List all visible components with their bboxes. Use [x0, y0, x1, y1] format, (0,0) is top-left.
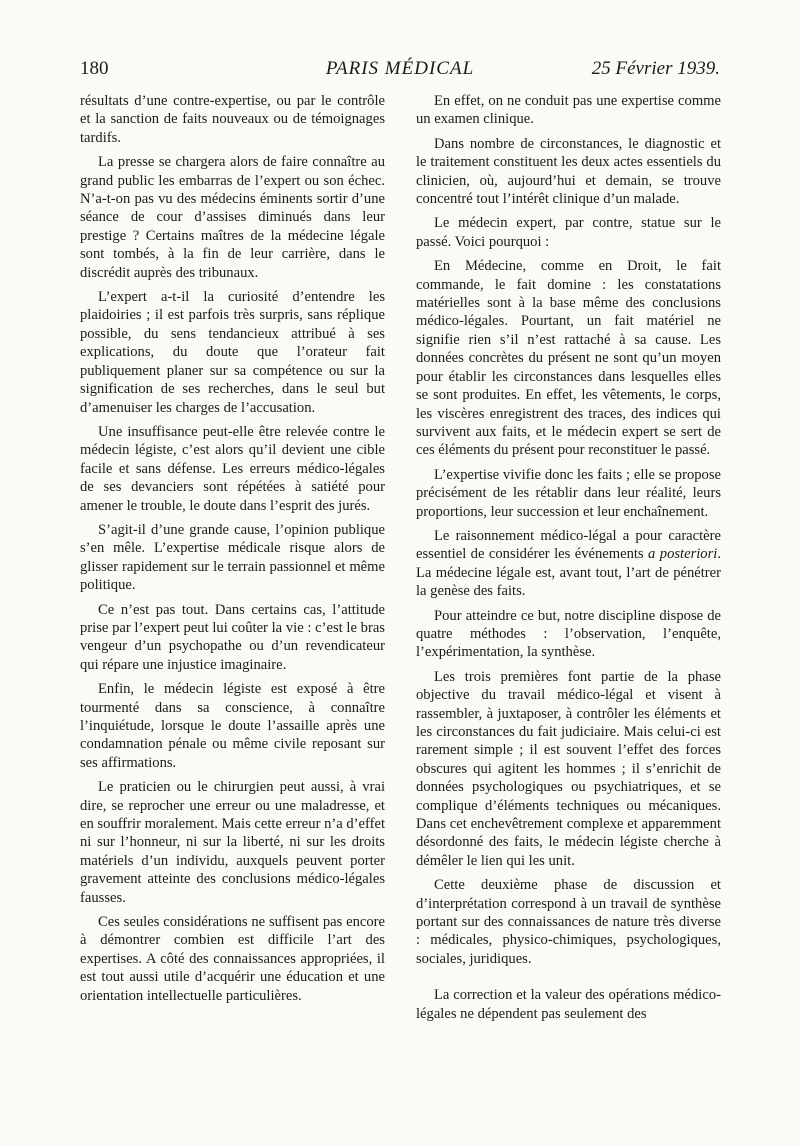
journal-title: PARIS MÉDICAL [325, 58, 475, 79]
paragraph: Le médecin expert, par contre, statue sur le passé. Voici pourquoi : [416, 215, 721, 250]
page-header [80, 58, 720, 84]
paragraph: L’expert a-t-il la curiosité d’entendre les plaidoiries ; il est parfois très surpris, sans réplique possible, du sens tendancieux attribué à ses explications, du doute que l’orateur fait publiquement planer sur sa compétence ou sur la signification de ses recherches, dans le seul but d’amenuiser les charges de l’accusation. [80, 289, 385, 416]
paragraph: En Médecine, comme en Droit, le fait commande, le fait domine : les constatations matérielles sont à la base même des conclusions médico-légales. Pourtant, un fait matériel ne signifie rien s’il n’est rattaché à sa cause. Les données concrètes du présent ne sont qu’un moyen pour établir les circonstances dans lesquelles elles se sont produites. En effet, les vêtements, le corps, les viscères enregistrent des traces, des indices qui survivent aux faits, et le médecin expert se sert de ces éléments du présent pour reconstituer le passé. [416, 258, 721, 459]
paragraph-text: . La médecine légale est, avant tout, l’art de pénétrer la genèse des faits. [416, 546, 721, 600]
paragraph: Cette deuxième phase de discussion et d’interprétation correspond à un travail de synthèse portant sur des connaissances de nature très diverse : médicales, physico-chimiques, psychologiques, sociales, juridiques. [416, 877, 721, 967]
paragraph: Dans nombre de circonstances, le diagnostic et le traitement constituent les deux actes essentiels du clinicien, où, aujourd’hui et demain, se trouve concentré tout l’intérêt clinique d’un malade. [416, 135, 721, 208]
paragraph: Le praticien ou le chirurgien peut aussi, à vrai dire, se reprocher une erreur ou une maladresse, et en souffrir moralement. Mais cette erreur n’a d’effet ni sur l’honneur, ni sur la liberté, ni sur les droits matériels d’un individu, auxquels peuvent porter gravement atteinte des conclusions médico-légales fausses. [80, 779, 385, 906]
paragraph: La correction et la valeur des opérations médico-légales ne dépendent pas seulement des [416, 987, 721, 1022]
paragraph: résultats d’une contre-expertise, ou par le contrôle et la sanction de faits nouveaux ou de témoignages tardifs. [80, 93, 385, 146]
paragraph: La presse se chargera alors de faire connaître au grand public les embarras de l’expert ou son échec. N’a-t-on pas vu des médecins éminents sortir d’une séance de cour d’assises diminués dans leur prestige ? Certains maîtres de la médecine légale sont tombés, à la fin de leur carrière, dans le discrédit auprès des tribunaux. [80, 154, 385, 281]
paragraph: Pour atteindre ce but, notre discipline dispose de quatre méthodes : l’observation, l’enquête, l’expérimentation, la synthèse. [416, 607, 721, 661]
left-column [80, 92, 385, 1011]
paragraph: Ces seules considérations ne suffisent pas encore à démontrer combien est difficile l’art des expertises. A côté des connaissances appropriées, il est tout aussi utile d’acquérir une éducation et une orientation intellectuelle particulières. [80, 914, 385, 1004]
paragraph: Enfin, le médecin légiste est exposé à être tourmenté dans sa conscience, à connaître l’inquiétude, lorsque le doute l’assaille après une condamnation pénale ou même civile reposant sur ses affirmations. [80, 681, 385, 771]
page-number: 180 [80, 58, 109, 79]
paragraph: Ce n’est pas tout. Dans certains cas, l’attitude prise par l’expert peut lui coûter la vie : c’est le bras vengeur d’un psychopathe ou d’un revendicateur qui répare une injustice imaginaire. [80, 601, 385, 673]
latin-phrase: a posteriori [648, 546, 718, 563]
right-column [416, 92, 721, 1029]
paragraph: Les trois premières font partie de la phase objective du travail médico-légal et visent à rassembler, à juxtaposer, à contrôler les éléments et les circonstances du fait judiciaire. Mais celui-ci est rarement simple ; il est souvent l’effet des forces obscures qui agitent les hommes ; il s’enrichit de données psychologiques ou psychiatriques, et se complique d’éléments techniques ou mécaniques. Dans cet enchevêtrement complexe et apparemment désordonné des faits, le médecin légiste cherche à démêler le lien qui les unit. [416, 668, 721, 869]
paragraph [416, 527, 721, 601]
paragraph: L’expertise vivifie donc les faits ; elle se propose précisément de les rétablir dans leur réalité, leurs proportions, leur succession et leur enchaînement. [416, 466, 721, 520]
paragraph-text: Le raisonnement médico-légal a pour caractère essentiel de considérer les événements [416, 527, 721, 563]
paragraph: En effet, on ne conduit pas une expertise comme un examen clinique. [416, 93, 721, 128]
paragraph: Une insuffisance peut-elle être relevée contre le médecin légiste, c’est alors qu’il devient une cible facile et sans défense. Les erreurs médico-légales de ses devanciers sont répétées à satiété pour amener le trouble, le doute dans l’esprit des jurés. [80, 423, 385, 514]
paragraph: S’agit-il d’une grande cause, l’opinion publique s’en mêle. L’expertise médicale risque alors de glisser rapidement sur le terrain passionnel et même politique. [80, 521, 385, 594]
issue-date: 25 Février 1939. [591, 58, 720, 79]
